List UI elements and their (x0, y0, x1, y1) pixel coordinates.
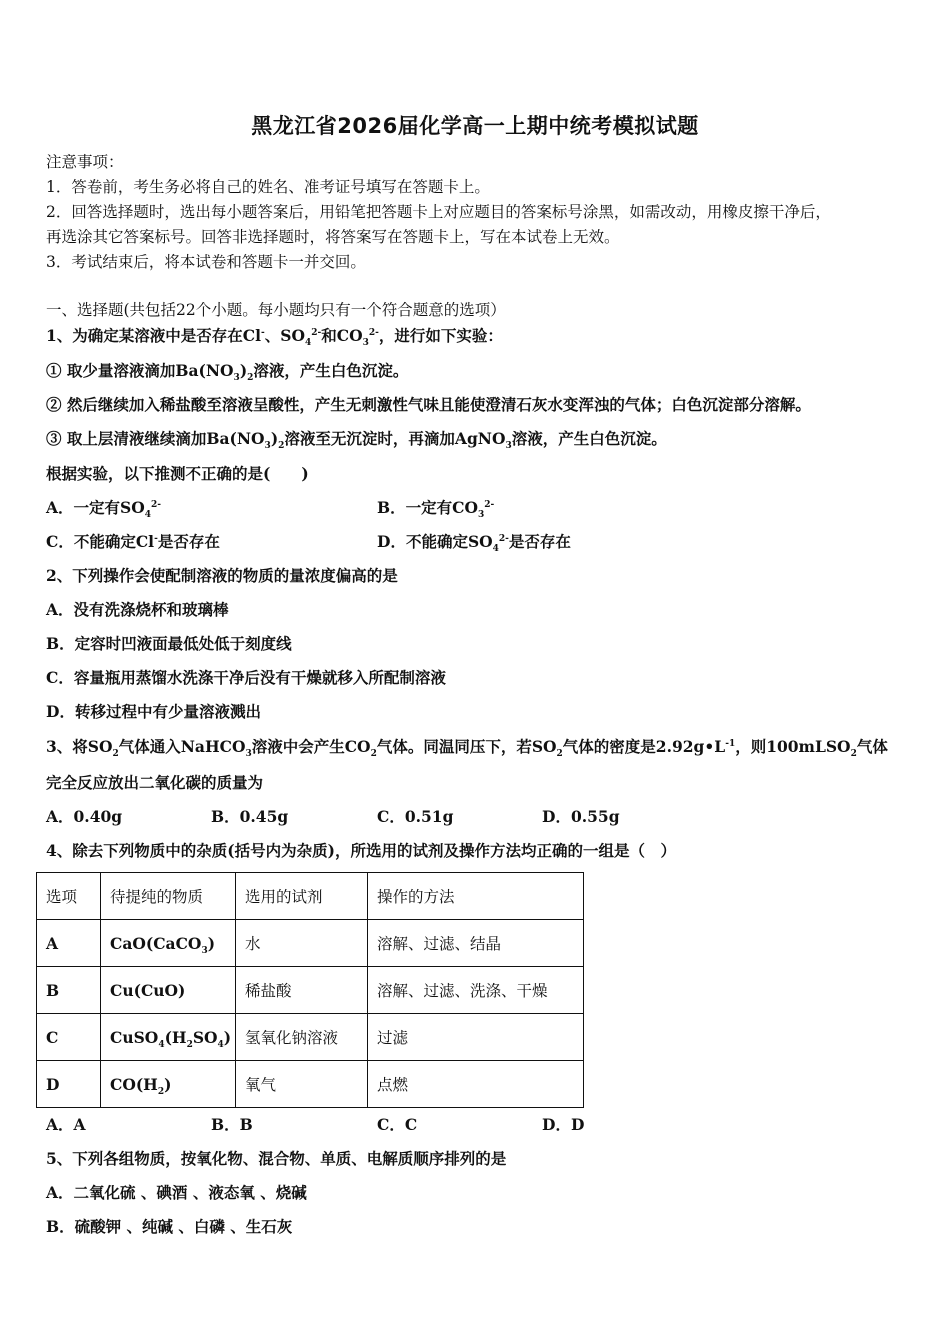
table-header-cell: 操作的方法 (368, 873, 584, 920)
q1-step-1: ① 取少量溶液滴加$Ba(NO_3)_2$溶液，产生白色沉淀。 (46, 361, 409, 384)
table-cell-substance: $CuSO_4(H_2SO_4)$ (101, 1014, 236, 1061)
q3-stem-line-2: 完全反应放出二氧化碳的质量为 (46, 773, 264, 792)
table-row (37, 920, 584, 967)
q1-option-c[interactable]: C．不能确定Cl-是否存在 (46, 532, 220, 551)
q5-option-b[interactable]: B．硫酸钾 、纯碱 、白磷 、生石灰 (46, 1217, 293, 1236)
table-cell-method: 过滤 (368, 1014, 584, 1061)
table-row (37, 967, 584, 1014)
q5-stem: 5、下列各组物质，按氧化物、混合物、单质、电解质顺序排列的是 (46, 1149, 507, 1168)
q4-option-d[interactable]: D．D (542, 1115, 585, 1134)
q2-option-d[interactable]: D．转移过程中有少量溶液溅出 (46, 702, 261, 721)
table-cell-reagent: 水 (236, 920, 368, 967)
table-cell-method: 溶解、过滤、洗涤、干燥 (368, 967, 584, 1014)
q3-option-d[interactable]: D．0.55g (542, 807, 620, 826)
page-title: 黑龙江省2026届化学高一上期中统考模拟试题 (251, 114, 699, 138)
q3-stem-line-1: 3、将$SO_2$气体通入NaHCO$_3$溶液中会产生$CO_2$气体。同温同压下，若$SO_2$气体的密度是$2.92g•L^{-1}$，则100mLSO$_2$气体 (46, 737, 888, 760)
notice-item-2-cont: 再选涂其它答案标号。回答非选择题时，将答案写在答题卡上，写在本试卷上无效。 (46, 228, 620, 246)
table-header-cell: 选项 (37, 873, 101, 920)
table-cell-reagent: 稀盐酸 (236, 967, 368, 1014)
q1-option-a[interactable]: A．一定有$SO_4^{2-}$ (46, 498, 161, 521)
q3-option-b[interactable]: B．0.45g (211, 807, 289, 826)
notice-item-1: 1．答卷前，考生务必将自己的姓名、准考证号填写在答题卡上。 (46, 178, 490, 196)
table-header-cell: 选用的试剂 (236, 873, 368, 920)
q1-ask: 根据实验，以下推测不正确的是( ) (46, 464, 309, 483)
table-cell-reagent: 氧气 (236, 1061, 368, 1108)
q4-table (36, 872, 584, 1108)
q4-option-c[interactable]: C．C (377, 1115, 418, 1134)
notice-item-2: 2．回答选择题时，选出每小题答案后，用铅笔把答题卡上对应题目的答案标号涂黑，如需改动，用橡皮擦干净后， (46, 203, 831, 221)
table-cell-option: A (37, 920, 101, 967)
table-cell-substance: $CO(H_2)$ (101, 1061, 236, 1108)
table-cell-reagent: 氢氧化钠溶液 (236, 1014, 368, 1061)
table-row (37, 1014, 584, 1061)
table-cell-option: C (37, 1014, 101, 1061)
table-cell-option: D (37, 1061, 101, 1108)
table-cell-substance: CaO(CaCO$_3$) (101, 920, 236, 967)
q1-option-b[interactable]: B．一定有$CO_3^{2-}$ (377, 498, 495, 521)
q1-step-2: ② 然后继续加入稀盐酸至溶液呈酸性，产生无刺激性气味且能使澄清石灰水变浑浊的气体；白色沉淀部分溶解。 (46, 395, 811, 414)
q2-option-c[interactable]: C．容量瓶用蒸馏水洗涤干净后没有干燥就移入所配制溶液 (46, 668, 446, 687)
q4-option-b[interactable]: B．B (211, 1115, 253, 1134)
table-header-cell: 待提纯的物质 (101, 873, 236, 920)
table-cell-method: 点燃 (368, 1061, 584, 1108)
table-cell-substance: Cu(CuO) (101, 967, 236, 1014)
q2-option-b[interactable]: B．定容时凹液面最低处低于刻度线 (46, 634, 292, 653)
table-header-row (37, 873, 584, 920)
q2-option-a[interactable]: A．没有洗涤烧杯和玻璃棒 (46, 600, 229, 619)
q1-option-d[interactable]: D．不能确定$SO_4^{2-}$是否存在 (377, 532, 571, 555)
notice-item-3: 3．考试结束后，将本试卷和答题卡一并交回。 (46, 253, 366, 271)
q1-stem: 1、为确定某溶液中是否存在Cl-、$SO_4^{2-}$和$CO_3^{2-}$，进行如下实验： (46, 326, 503, 349)
table-cell-option: B (37, 967, 101, 1014)
q5-option-a[interactable]: A．二氧化硫 、碘酒 、液态氧 、烧碱 (46, 1183, 307, 1202)
q4-stem: 4、除去下列物质中的杂质(括号内为杂质)，所选用的试剂及操作方法均正确的一组是（ ） (46, 841, 676, 860)
q2-stem: 2、下列操作会使配制溶液的物质的量浓度偏高的是 (46, 566, 398, 585)
q4-option-a[interactable]: A．A (46, 1115, 86, 1134)
section-heading: 一、选择题(共包括22个小题。每小题均只有一个符合题意的选项） (46, 301, 506, 319)
q3-option-a[interactable]: A．0.40g (46, 807, 123, 826)
notice-heading: 注意事项： (46, 153, 124, 171)
q3-option-c[interactable]: C．0.51g (377, 807, 454, 826)
table-row (37, 1061, 584, 1108)
q1-step-3: ③ 取上层清液继续滴加$Ba(NO_3)_2$溶液至无沉淀时，再滴加AgNO$_3$溶液，产生白色沉淀。 (46, 429, 667, 452)
table-cell-method: 溶解、过滤、结晶 (368, 920, 584, 967)
